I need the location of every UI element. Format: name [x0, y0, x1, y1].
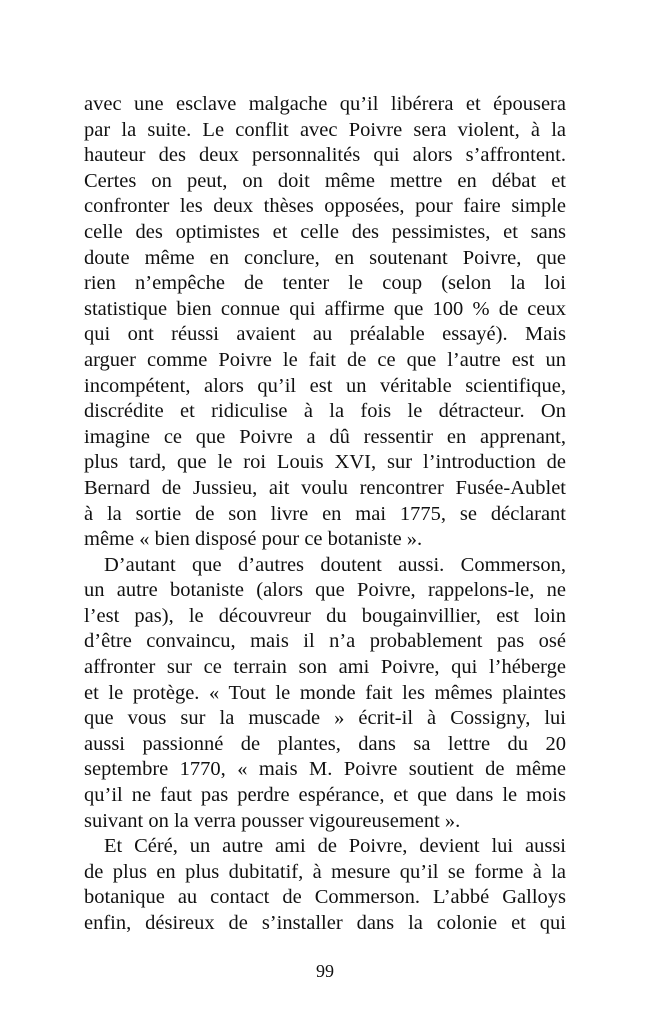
text-line: même « bien disposé pour ce botaniste ». [84, 528, 423, 551]
text-line: qu’il ne faut pas perdre espérance, et que dans le mois [84, 784, 566, 807]
body-text [84, 92, 566, 937]
text-line: que vous sur la muscade » écrit-il à Cossigny, lui [84, 707, 566, 730]
text-line: confronter les deux thèses opposées, pour faire simple [84, 195, 566, 218]
text-line: de plus en plus dubitatif, à mesure qu’il se forme à la [84, 860, 566, 883]
text-line: imagine ce que Poivre a dû ressentir en apprenant, [84, 425, 566, 448]
page-number: 99 [316, 961, 334, 981]
text-line: celle des optimistes et celle des pessimistes, et sans [84, 220, 566, 243]
text-line: incompétent, alors qu’il est un véritable scientifique, [84, 374, 566, 397]
text-line: d’être convaincu, mais il n’a probablement pas osé [84, 630, 566, 653]
text-line: affronter sur ce terrain son ami Poivre, qui l’héberge [84, 656, 566, 679]
text-line: par la suite. Le conflit avec Poivre sera violent, à la [84, 118, 566, 141]
text-line-paragraph-start: Et Céré, un autre ami de Poivre, devient lui aussi [104, 835, 566, 858]
text-line: statistique bien connue qui affirme que 100 % de ceux [84, 297, 566, 320]
text-line: Bernard de Jussieu, ait voulu rencontrer Fusée-Aublet [84, 476, 566, 499]
text-line: avec une esclave malgache qu’il libérera et épousera [84, 93, 566, 115]
text-line: aussi passionné de plantes, dans sa lettre du 20 [84, 732, 566, 755]
text-line: et le protège. « Tout le monde fait les mêmes plaintes [84, 681, 566, 704]
text-line: l’est pas), le découvreur du bougainvillier, est loin [84, 604, 566, 627]
text-line: botanique au contact de Commerson. L’abbé Galloys [84, 886, 566, 909]
text-line: un autre botaniste (alors que Poivre, rappelons-le, ne [84, 579, 566, 602]
text-line-paragraph-start: D’autant que d’autres doutent aussi. Commerson, [104, 553, 566, 576]
text-line: rien n’empêche de tenter le coup (selon la loi [84, 272, 566, 295]
text-line: qui ont réussi avaient au préalable essayé). Mais [84, 323, 566, 346]
text-line: discrédite et ridiculise à la fois le détracteur. On [84, 400, 566, 423]
text-line: plus tard, que le roi Louis XVI, sur l’introduction de [84, 451, 566, 474]
text-line: doute même en conclure, en soutenant Poivre, que [84, 246, 566, 269]
text-line: suivant on la verra pousser vigoureusement ». [84, 809, 461, 832]
text-line: hauteur des deux personnalités qui alors s’affrontent. [84, 144, 566, 167]
text-line: septembre 1770, « mais M. Poivre soutient de même [84, 758, 566, 781]
text-line: enfin, désireux de s’installer dans la colonie et qui [84, 912, 566, 934]
text-line: à la sortie de son livre en mai 1775, se déclarant [84, 502, 566, 525]
text-line: Certes on peut, on doit même mettre en débat et [84, 169, 566, 192]
text-line: arguer comme Poivre le fait de ce que l’autre est un [84, 348, 566, 371]
